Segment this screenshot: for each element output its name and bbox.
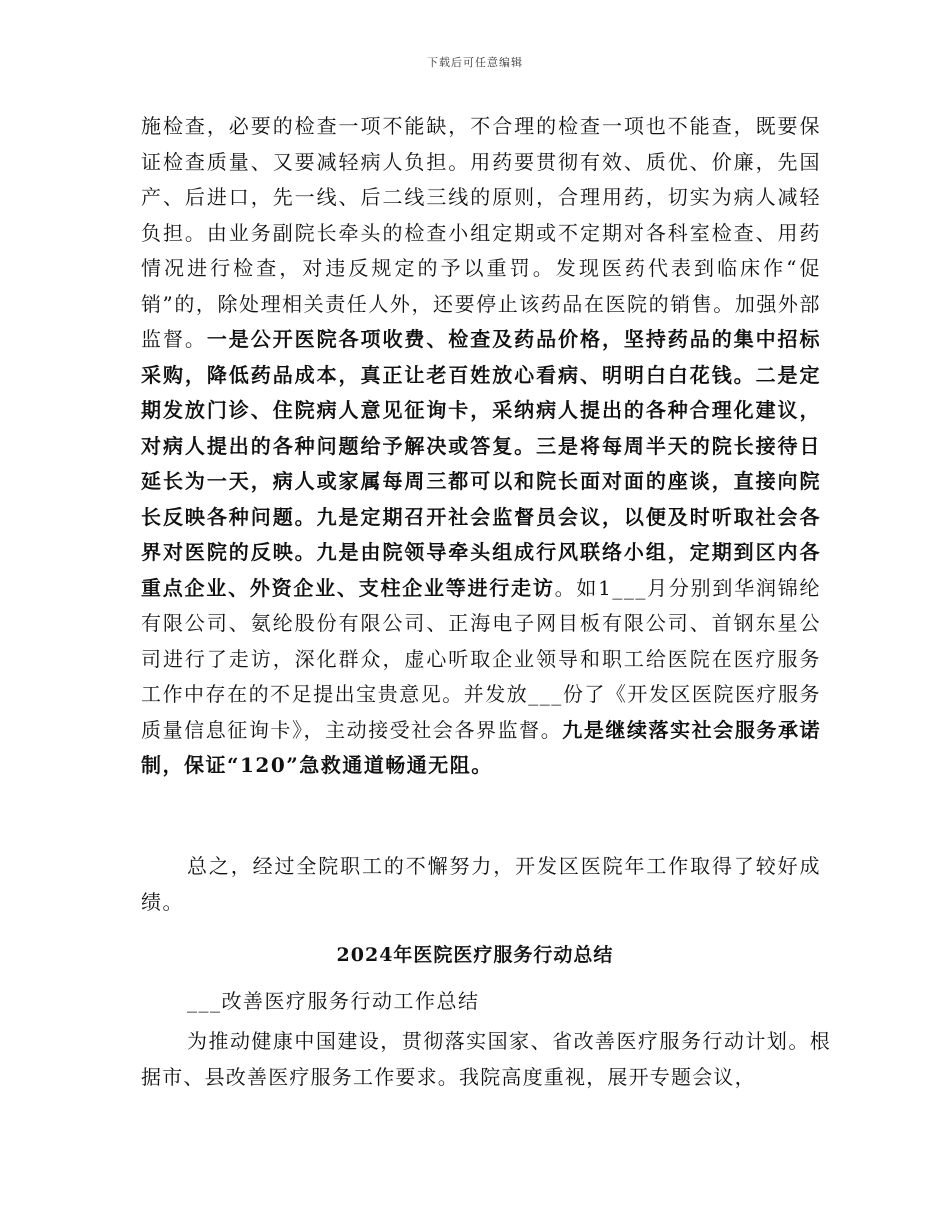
plain-text-b: 。如1___月分别到华润锦纶有限公司、氨纶股份有限公司、正海电子网目板有限公司、首钢东星公司进行了走访，深化群众，虚心听取企业领导和职工给医院在医疗服务工作中存在的不足提出宝贵意见。并发放___份了《开发区医院医疗服务质量信息征询卡》，主动接受社会各界监督。 xyxy=(141,575,821,742)
body-paragraph xyxy=(141,109,821,784)
summary-paragraph xyxy=(141,849,821,920)
section-title: 2024年医院医疗服务行动总结 xyxy=(336,944,614,966)
summary-text: 总之，经过全院职工的不懈努力，开发区医院年工作取得了较好成绩。 xyxy=(141,854,821,914)
section-subtitle: ___改善医疗服务行动工作总结 xyxy=(187,989,480,1013)
paragraph-text xyxy=(141,109,821,784)
page-header-note: 下载后可任意编辑 xyxy=(427,56,523,69)
section-intro: 为推动健康中国建设，贯彻落实国家、省改善医疗服务行动计划。根据市、县改善医疗服务工作要求。我院高度重视，展开专题会议， xyxy=(141,1029,831,1089)
bold-text-b: 九是继续落实社会服务承诺制，保证“120”急救通道畅通无阻。 xyxy=(141,717,822,777)
plain-text-a: 施检查，必要的检查一项不能缺，不合理的检查一项也不能查，既要保证检查质量、又要减轻病人负担。用药要贯彻有效、质优、价廉，先国产、后进口，先一线、后二线三线的原则，合理用药，切实为病人减轻负担。由业务副院长牵头的检查小组定期或不定期对各科室检查、用药情况进行检查，对违反规定的予以重罚。发现医药代表到临床作“促销”的，除处理相关责任人外，还要停止该药品在医院的销售。加强外部监督。 xyxy=(141,114,821,351)
bold-text-a: 一是公开医院各项收费、检查及药品价格，坚持药品的集中招标采购，降低药品成本，真正让老百姓放心看病、明明白白花钱。二是定期发放门诊、住院病人意见征询卡，采纳病人提出的各种合理化建议，对病人提出的各种问题给予解决或答复。三是将每周半天的院长接待日延长为一天，病人或家属每周三都可以和院长面对面的座谈，直接向院长反映各种问题。九是定期召开社会监督员会议，以便及时听取社会各界对医院的反映。九是由院领导牵头组成行风联络小组，定期到区内各重点企业、外资企业、支柱企业等进行走访 xyxy=(141,327,822,600)
